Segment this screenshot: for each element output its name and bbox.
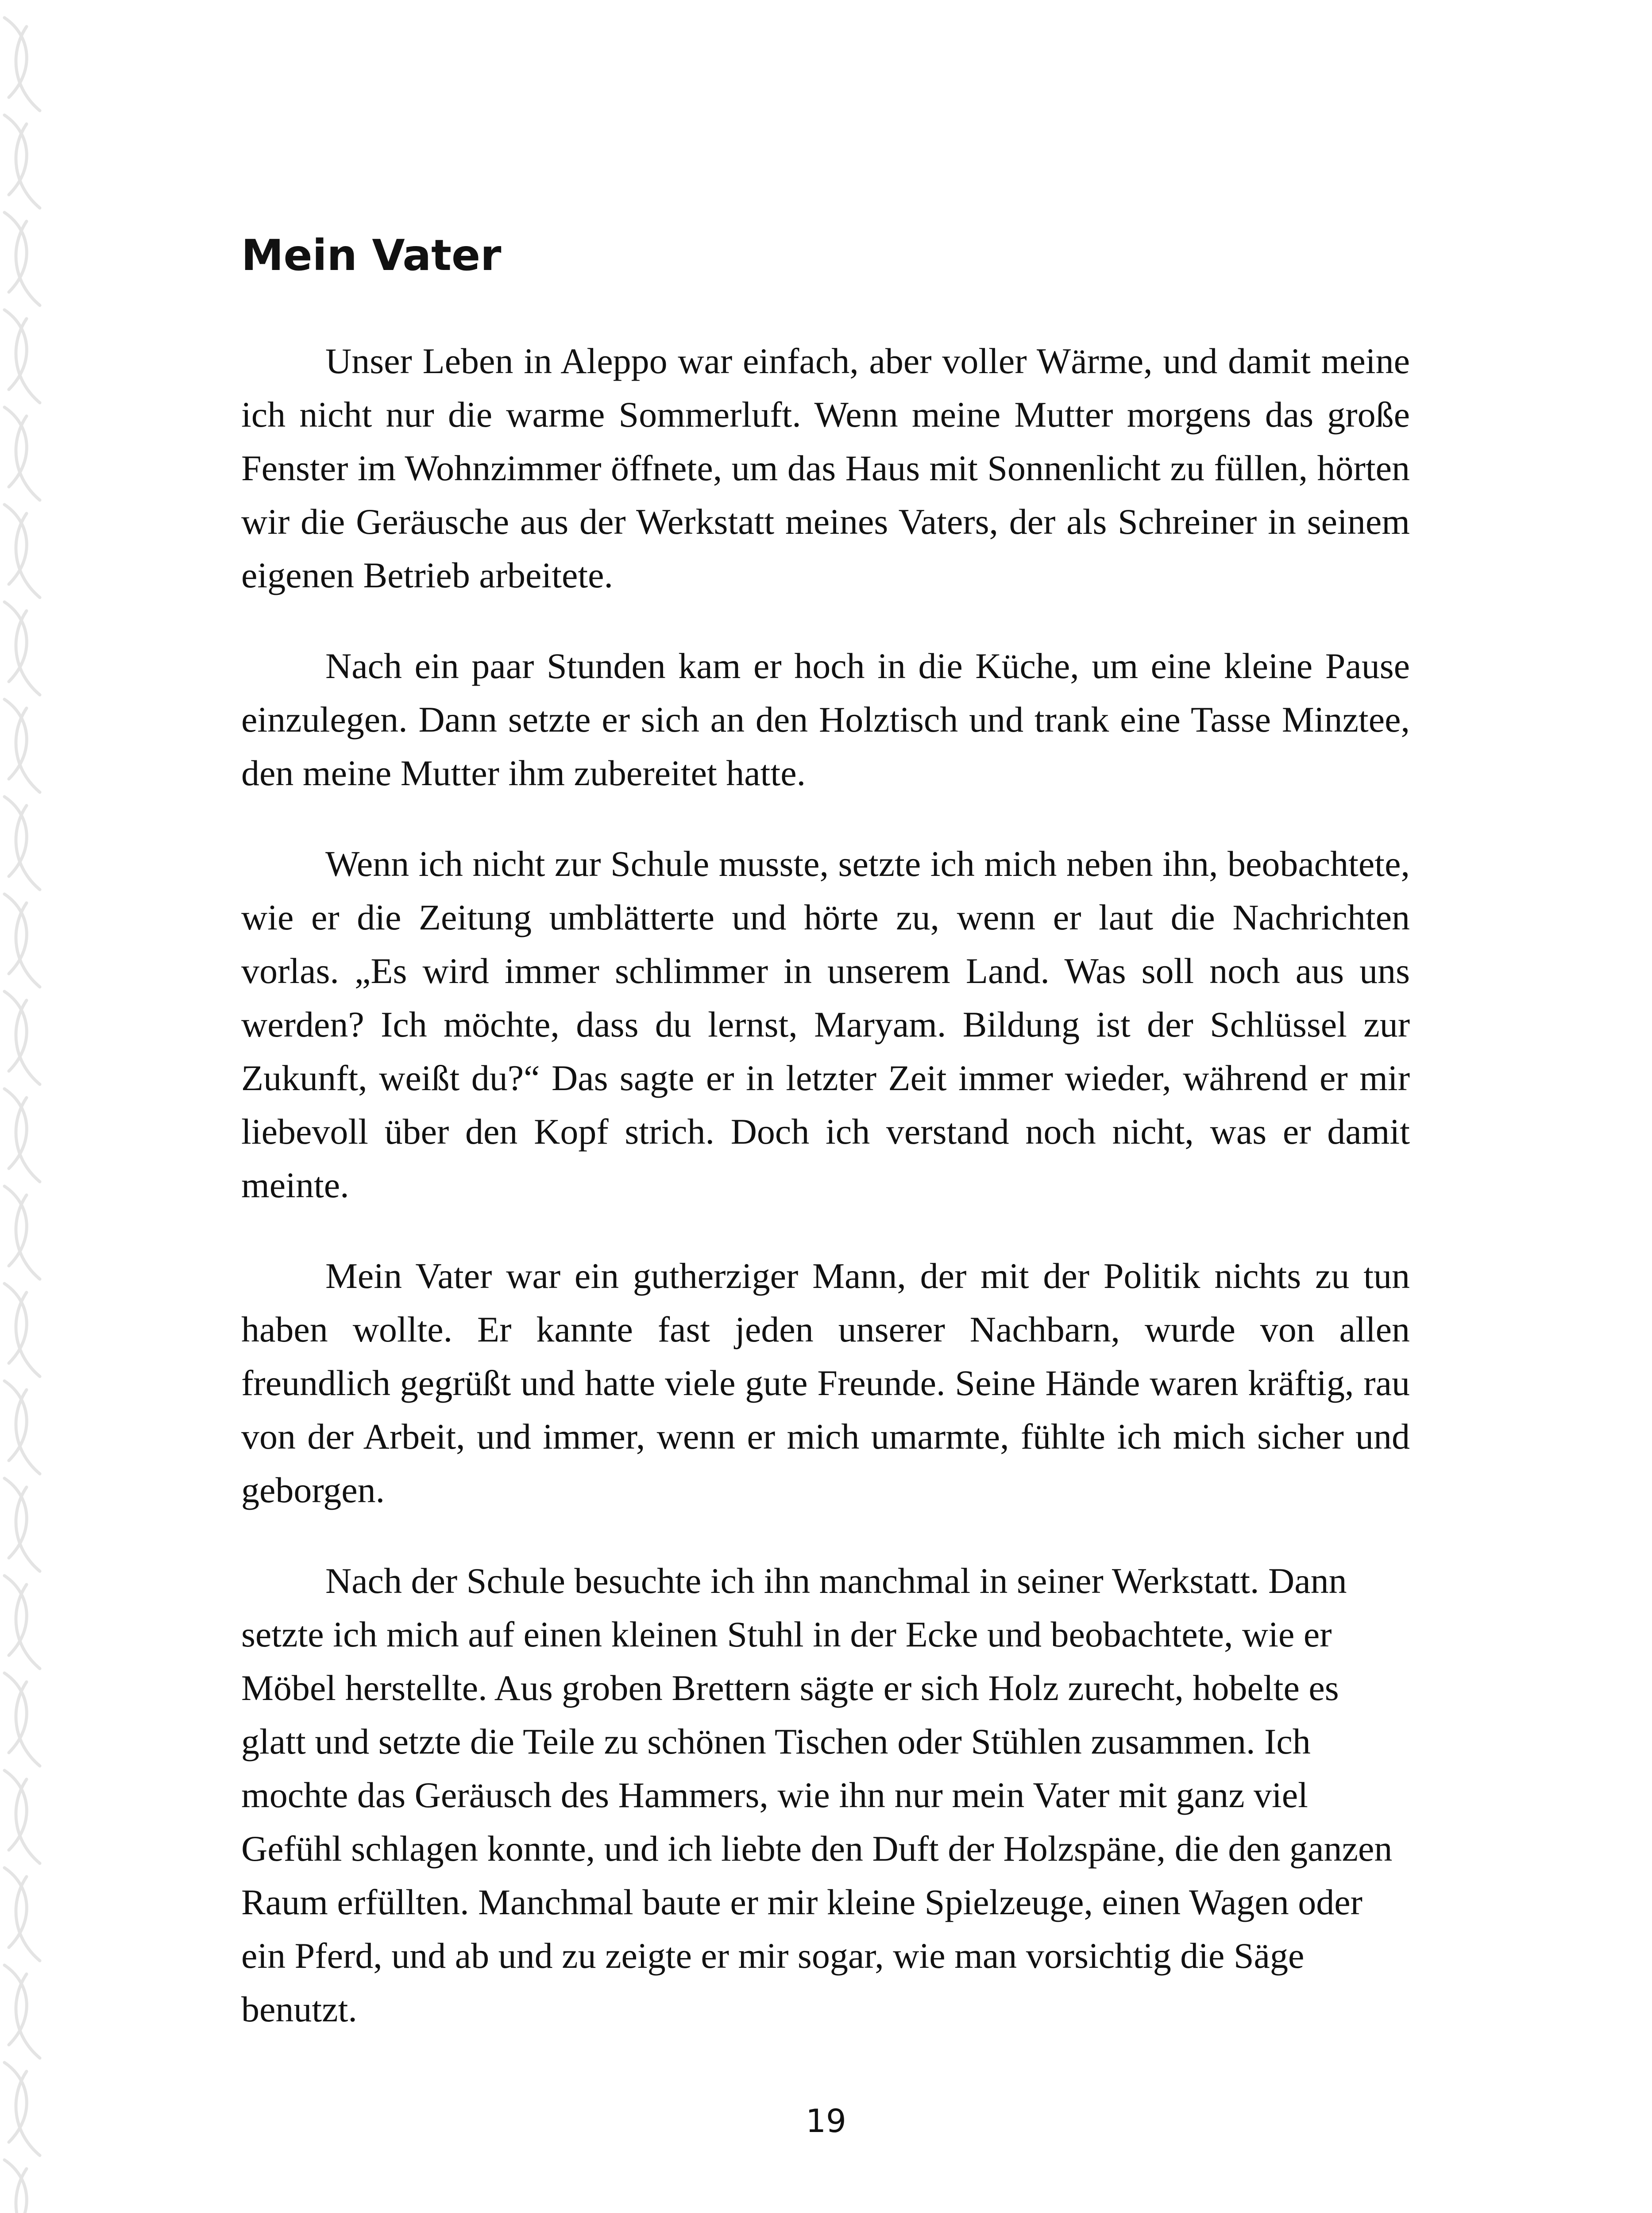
paragraph: Nach ein paar Stunden kam er hoch in die Küche, um eine kleine Pause einzulegen. Dann setzte er sich an den Holztisch und trank eine Tasse Minztee, den meine Mutter ihm zubereitet hatte. <box>241 646 1410 793</box>
chapter-title: Mein Vater <box>241 231 502 280</box>
paragraph: Mein Vater war ein gutherziger Mann, der mit der Politik nichts zu tun haben wollte. Er kannte fast jeden unserer Nachbarn, wurde von allen freundlich gegrüßt und hatte viele gute Freunde. Seine Hände waren kräftig, rau von der Arbeit, und immer, wenn er mich umarmte, fühlte ich mich sicher und geborgen. <box>241 1256 1410 1510</box>
decorative-border-ornament <box>0 0 53 2213</box>
paragraph: Wenn ich nicht zur Schule musste, setzte ich mich neben ihn, beobachtete, wie er die Zeitung umblätterte und hörte zu, wenn er laut die Nachrichten vorlas. „Es wird immer schlimmer in unserem Land. Was soll noch aus uns werden? Ich möchte, dass du lernst, Maryam. Bildung ist der Schlüssel zur Zukunft, weißt du?“ Das sagte er in letzter Zeit immer wieder, während er mir liebevoll über den Kopf strich. Doch ich verstand noch nicht, was er damit meinte. <box>241 844 1410 1205</box>
page-number: 19 <box>806 2102 846 2140</box>
paragraph: Nach der Schule besuchte ich ihn manchmal in seiner Werkstatt. Dann setzte ich mich auf einen kleinen Stuhl in der Ecke und beobachtete, wie er Möbel herstellte. Aus groben Brettern sägte er sich Holz zurecht, hobelte es glatt und setzte die Teile zu schönen Tischen oder Stühlen zusammen. Ich mochte das Geräusch des Hammers, wie ihn nur mein Vater mit ganz viel Gefühl schlagen konnte, und ich liebte den Duft der Holzspäne, die den ganzen Raum erfüllten. Manchmal baute er mir kleine Spielzeuge, einen Wagen oder ein Pferd, und ab und zu zeigte er mir sogar, wie man vorsichtig die Säge benutzt. <box>241 1561 1393 2029</box>
paragraph: Unser Leben in Aleppo war einfach, aber voller Wärme, und damit meine ich nicht nur die warme Sommerluft. Wenn meine Mutter morgens das große Fenster im Wohnzimmer öffnete, um das Haus mit Sonnenlicht zu füllen, hörten wir die Geräusche aus der Werkstatt meines Vaters, der als Schreiner in seinem eigenen Betrieb arbeitete. <box>241 341 1410 595</box>
chapter-body <box>241 334 1410 2073</box>
